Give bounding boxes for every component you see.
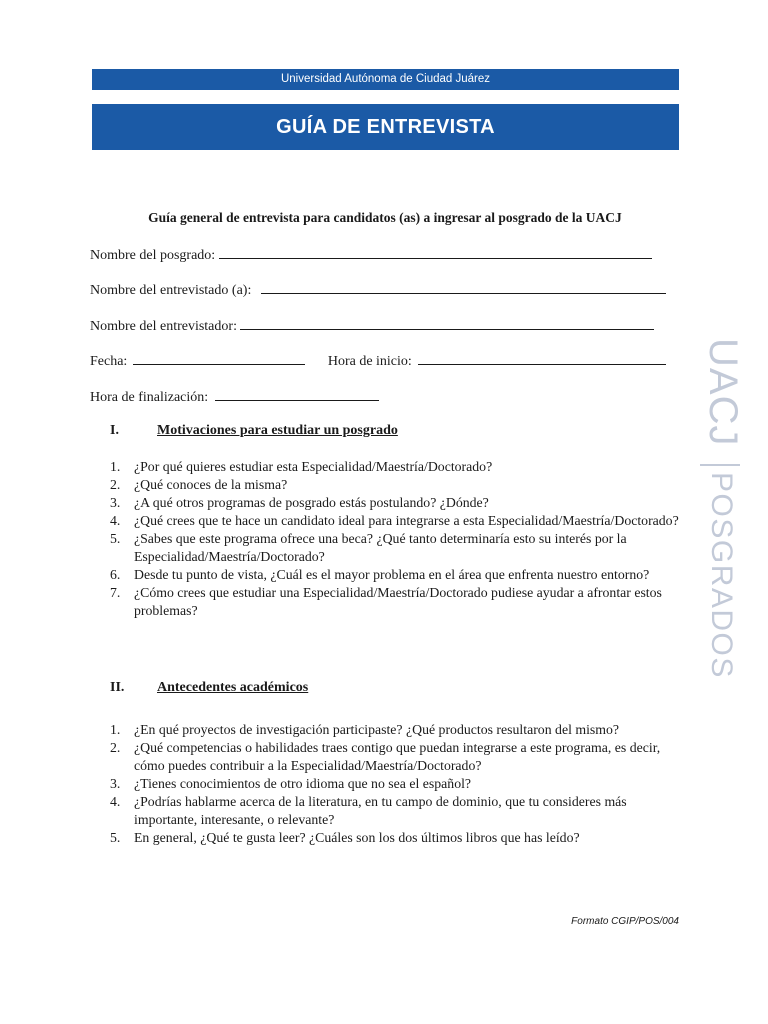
list-item: 5. ¿Sabes que este programa ofrece una beca? ¿Qué tanto determinaría esto su interés por la Especialidad/Maestría/Doctorado? — [110, 531, 627, 564]
document-title: GUÍA DE ENTREVISTA — [92, 104, 679, 150]
list-item: 2. ¿Qué conoces de la misma? — [110, 477, 288, 492]
field-entrevistador — [90, 316, 654, 336]
university-banner: Universidad Autónoma de Ciudad Juárez — [92, 69, 679, 90]
section-number: I. — [110, 423, 119, 438]
list-item: 1. ¿Por qué quieres estudiar esta Especialidad/Maestría/Doctorado? — [110, 459, 493, 474]
list-item: 2. ¿Qué competencias o habilidades traes contigo que puedan integrarse a este programa, es decir, cómo puedes contribuir a la Especialidad/Maestría/Doctorado? — [110, 740, 661, 773]
field-posgrado — [90, 245, 652, 265]
field-entrevistado — [90, 280, 666, 300]
field-entrevistado-label: Nombre del entrevistado (a): — [90, 283, 252, 298]
field-hora-inicio-line[interactable] — [418, 351, 666, 365]
question-list-2 — [110, 721, 680, 847]
field-hora-inicio-label: Hora de inicio: — [327, 354, 412, 369]
section-title: Antecedentes académicos — [157, 680, 309, 695]
list-item: 3. ¿A qué otros programas de posgrado estás postulando? ¿Dónde? — [110, 495, 489, 510]
format-code: Formato CGIP/POS/004 — [571, 916, 679, 927]
list-item: 7. ¿Cómo crees que estudiar una Especialidad/Maestría/Doctorado pudiese ayudar a afrontar estos problemas? — [110, 585, 662, 618]
section-heading-2 — [110, 680, 308, 696]
field-hora-fin — [90, 387, 379, 407]
list-item: 6. Desde tu punto de vista, ¿Cuál es el mayor problema en el área que enfrenta nuestro entorno? — [110, 567, 650, 582]
field-fecha — [90, 351, 666, 371]
uacj-posgrados-logo — [688, 330, 752, 690]
list-item: 5. En general, ¿Qué te gusta leer? ¿Cuáles son los dos últimos libros que has leído? — [110, 830, 580, 845]
list-item: 1. ¿En qué proyectos de investigación participaste? ¿Qué productos resultaron del mismo? — [110, 722, 620, 737]
section-number: II. — [110, 680, 125, 695]
field-entrevistador-label: Nombre del entrevistador: — [90, 319, 237, 334]
logo-divider — [700, 464, 740, 466]
logo-brand-text: UACJ — [701, 338, 745, 447]
field-fecha-line[interactable] — [133, 351, 305, 365]
list-item: 4. ¿Qué crees que te hace un candidato ideal para integrarse a esta Especialidad/Maestría/Doctorado? — [110, 513, 679, 528]
field-entrevistado-line[interactable] — [261, 280, 666, 294]
field-posgrado-label: Nombre del posgrado: — [90, 248, 216, 263]
field-posgrado-line[interactable] — [219, 245, 652, 259]
question-list-1 — [110, 458, 680, 620]
section-title: Motivaciones para estudiar un posgrado — [157, 423, 398, 438]
field-fecha-label: Fecha: — [90, 354, 128, 369]
field-entrevistador-line[interactable] — [240, 316, 654, 330]
field-hora-fin-line[interactable] — [215, 387, 379, 401]
field-hora-fin-label: Hora de finalización: — [90, 390, 209, 405]
list-item: 3. ¿Tienes conocimientos de otro idioma que no sea el español? — [110, 776, 472, 791]
list-item: 4. ¿Podrías hablarme acerca de la literatura, en tu campo de dominio, que tu consideres más importante, interesante, o relevante? — [110, 794, 627, 827]
section-heading-1 — [110, 423, 398, 439]
document-subtitle: Guía general de entrevista para candidatos (as) a ingresar al posgrado de la UACJ — [148, 210, 622, 225]
logo-posgrados-text: POSGRADOS — [705, 472, 738, 679]
